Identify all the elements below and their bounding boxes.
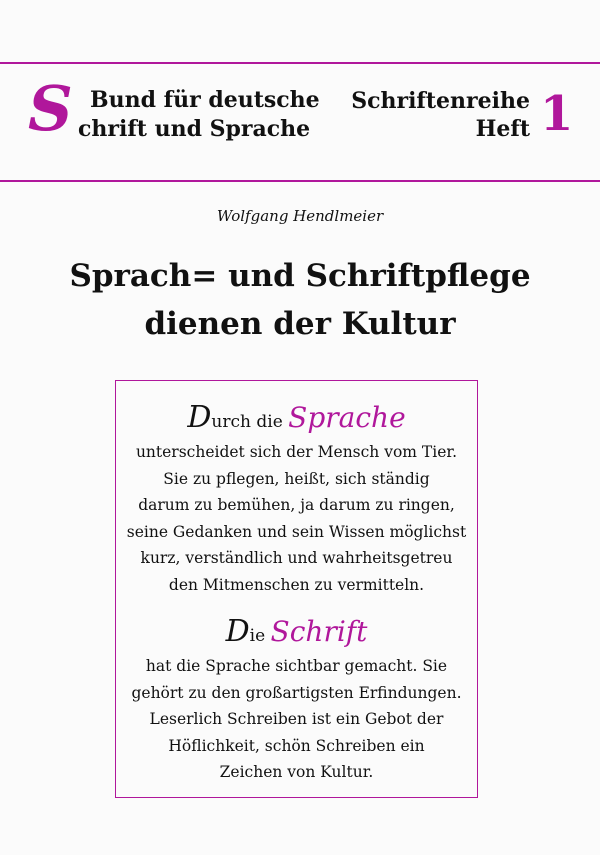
publisher-name-line2: chrift und Sprache — [78, 116, 311, 142]
author-name: Wolfgang Hendlmeier — [216, 207, 384, 225]
paragraph-line: Leserlich Schreiben ist ein Gebot der — [149, 710, 444, 728]
paragraph-line: Zeichen von Kultur. — [219, 763, 374, 781]
header-top-rule — [0, 62, 600, 64]
title-line1: Sprach= und Schriftpflege — [69, 258, 531, 294]
issue-label: Heft — [475, 116, 530, 142]
paragraph-line: den Mitmenschen zu vermitteln. — [168, 575, 425, 594]
paragraph-heading — [116, 615, 477, 653]
paragraph-language — [116, 401, 477, 598]
quote-panel — [115, 380, 478, 798]
series-block — [351, 87, 530, 143]
drop-initial: D — [225, 614, 250, 649]
paragraph-line: gehört zu den großartigsten Erfindungen. — [131, 683, 462, 702]
paragraph-line: darum zu bemühen, ja darum zu ringen, — [138, 496, 455, 514]
keyword-schrift: Schrift — [270, 615, 368, 648]
publisher-name-line1: Bund für deutsche — [90, 87, 320, 113]
publisher-initial: S — [28, 72, 73, 145]
issue-number: 1 — [540, 86, 574, 142]
header-bottom-rule — [0, 180, 600, 182]
title-line2: dienen der Kultur — [144, 306, 456, 342]
drop-initial: D — [187, 400, 212, 435]
paragraph-line: seine Gedanken und sein Wissen möglichst — [126, 522, 467, 541]
paragraph-writing — [116, 615, 477, 786]
document-title — [0, 252, 600, 348]
lead-text: ie — [249, 626, 266, 646]
lead-text: urch die — [211, 412, 283, 432]
paragraph-line: Höflichkeit, schön Schreiben ein — [168, 736, 425, 755]
keyword-sprache: Sprache — [288, 401, 406, 434]
paragraph-line: kurz, verständlich und wahrheitsgetreu — [140, 549, 453, 567]
paragraph-line: unterscheidet sich der Mensch vom Tier. — [135, 443, 458, 461]
paragraph-line: hat die Sprache sichtbar gemacht. Sie — [145, 657, 448, 675]
paragraph-line: Sie zu pflegen, heißt, sich ständig — [163, 469, 430, 488]
paragraph-heading — [116, 401, 477, 439]
series-label: Schriftenreihe — [351, 88, 530, 114]
